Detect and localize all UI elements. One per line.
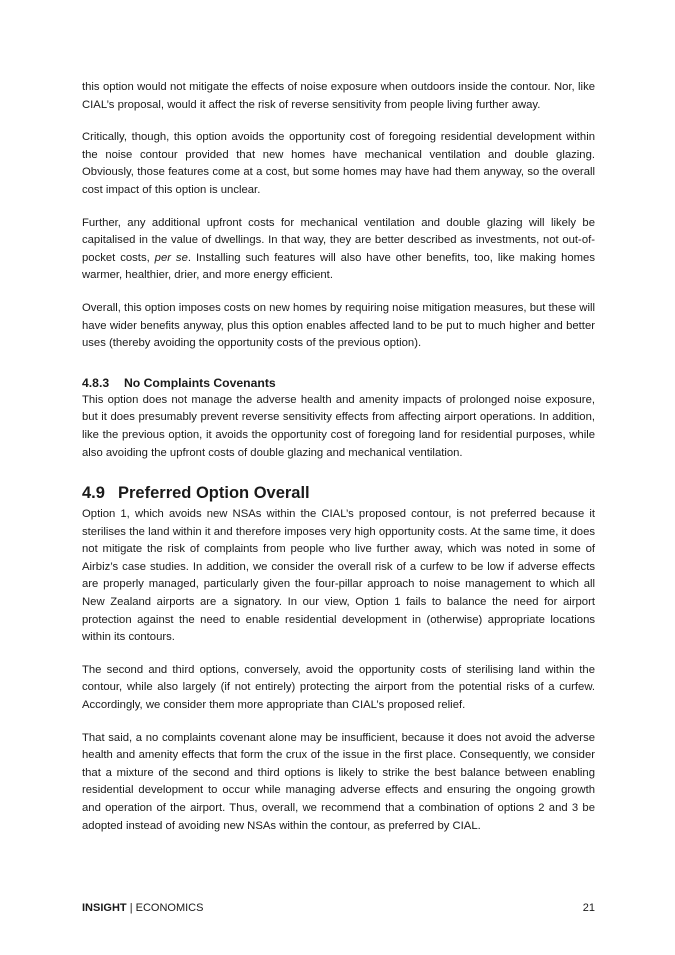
body-paragraph: This option does not manage the adverse health and amenity impacts of prolonged noise exposure, but it does presumably prevent reverse sensitivity effects from affecting airport operations. In addition, like the previous option, it avoids the opportunity cost of foregoing land for residential purposes, while also avoiding the upfront costs of double glazing and mechanical ventilation.	[82, 393, 595, 459]
footer-brand-rest: ECONOMICS	[135, 902, 204, 914]
page-footer	[82, 900, 595, 916]
body-paragraph: The second and third options, conversely, avoid the opportunity costs of sterilising land within the contour, while also largely (if not entirely) protecting the airport from the potential risks of a curfew. Accordingly, we consider them more appropriate than CIAL’s proposed relief.	[82, 663, 595, 712]
subsection-number: 4.8.3	[82, 375, 110, 390]
body-paragraph: this option would not mitigate the effects of noise exposure when outdoors inside the contour. Nor, like CIAL’s proposal, would it affect the risk of reverse sensitivity from people living further away.	[82, 81, 595, 111]
page-number: 21	[582, 902, 595, 914]
footer-separator: |	[129, 902, 133, 914]
page-body	[82, 79, 595, 850]
body-paragraph	[82, 215, 595, 285]
body-paragraph: Critically, though, this option avoids the opportunity cost of foregoing residential development within the noise contour provided that new homes have mechanical ventilation and double glazing. Obviously, those features come at a cost, but some homes may have had them anyway, so the overall cost impact of this option is unclear.	[82, 131, 595, 196]
footer-brand-bold: INSIGHT	[82, 902, 127, 914]
section-number: 4.9	[82, 484, 105, 503]
paragraph-text: Further, any additional upfront costs for mechanical ventilation and double glazing will likely be capitalised in the value of dwellings. In that way, they are better described as investments, not out-of-pocket costs,	[82, 216, 595, 264]
body-paragraph: Overall, this option imposes costs on new homes by requiring noise mitigation measures, but these will have wider benefits anyway, plus this option enables affected land to be put to much higher and better uses (thereby avoiding the opportunity costs of the previous option).	[82, 301, 595, 350]
body-paragraph: Option 1, which avoids new NSAs within the CIAL’s proposed contour, is not preferred because it sterilises the land within it and therefore imposes very high opportunity costs. At the same time, it does not mitigate the risk of complaints from people who live further away, which was noted in some of Airbiz’s case studies. In addition, we consider the overall risk of a curfew to be low if adverse effects are properly managed, particularly given the four-pillar approach to noise management to which all New Zealand airports are a signatory. In our view, Option 1 fails to balance the need for airport protection against the need to enable residential development in (otherwise) appropriate locations within its contours.	[82, 508, 595, 644]
body-paragraph: That said, a no complaints covenant alone may be insufficient, because it does not avoid the adverse health and amenity effects that form the crux of the issue in the first place. Consequently, we consider that a mixture of the second and third options is likely to strike the best balance between enabling residential development to occur while managing adverse effects and ensuring the ongoing growth and operation of the airport. Thus, overall, we recommend that a combination of options 2 and 3 be adopted instead of avoiding new NSAs within the contour, as preferred by CIAL.	[82, 731, 595, 832]
subsection-title: No Complaints Covenants	[124, 375, 276, 390]
italic-term: per se	[154, 251, 188, 264]
paragraph-text: . Installing such features will also have other benefits, too, like making homes warmer, healthier, drier, and more energy efficient.	[82, 251, 595, 282]
section-heading	[82, 482, 595, 504]
section-title: Preferred Option Overall	[118, 484, 310, 503]
subsection-heading	[82, 375, 595, 392]
